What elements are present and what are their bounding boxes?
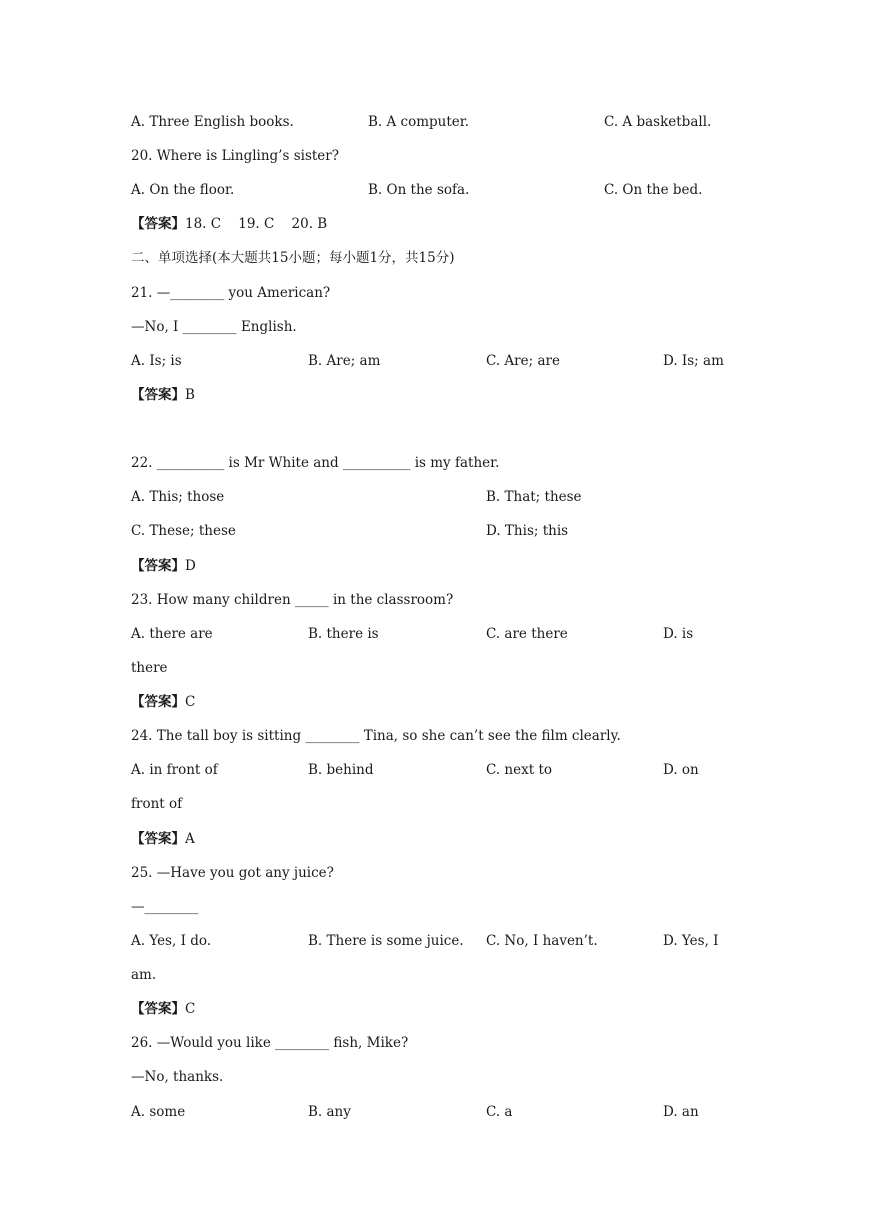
answer-text: 18. C 19. C 20. B	[185, 216, 328, 232]
q21-answer	[131, 386, 195, 404]
answer-text: C	[185, 694, 196, 710]
q22-answer	[131, 557, 196, 575]
q26-option-c: C. a	[486, 1104, 513, 1120]
q21-option-a: A. Is; is	[131, 353, 182, 369]
q19-option-a: A. Three English books.	[131, 114, 294, 130]
q22-option-b: B. That; these	[486, 489, 582, 505]
q25-option-d-wrap: am.	[131, 967, 157, 983]
answer-text: B	[185, 387, 195, 403]
q24-option-c: C. next to	[486, 762, 552, 778]
q26-line2: —No, thanks.	[131, 1069, 224, 1085]
q25-option-c: C. No, I haven’t.	[486, 933, 598, 949]
q21-option-d: D. Is; am	[663, 353, 724, 369]
answer-tag: 【答案】	[131, 831, 185, 847]
q26-stem: 26. —Would you like ________ fish, Mike?	[131, 1035, 409, 1051]
q26-option-a: A. some	[131, 1104, 186, 1120]
q21-option-c: C. Are; are	[486, 353, 560, 369]
q26-option-d: D. an	[663, 1104, 699, 1120]
section-heading: 二、单项选择(本大题共15小题；每小题1分，共15分)	[131, 250, 455, 266]
q23-option-b: B. there is	[308, 626, 379, 642]
q24-stem: 24. The tall boy is sitting ________ Tina, so she can’t see the film clearly.	[131, 728, 621, 744]
answer-tag: 【答案】	[131, 216, 185, 232]
q21-stem: 21. —________ you American?	[131, 285, 331, 301]
q24-option-b: B. behind	[308, 762, 374, 778]
q23-option-a: A. there are	[131, 626, 213, 642]
q24-answer	[131, 830, 195, 848]
q19-option-c: C. A basketball.	[604, 114, 712, 130]
answer-tag: 【答案】	[131, 1001, 185, 1017]
q20-option-c: C. On the bed.	[604, 182, 703, 198]
answer-tag: 【答案】	[131, 694, 185, 710]
q23-answer	[131, 693, 195, 711]
answer-tag: 【答案】	[131, 387, 185, 403]
q23-option-d: D. is	[663, 626, 694, 642]
q26-option-b: B. any	[308, 1104, 351, 1120]
answer-tag: 【答案】	[131, 558, 185, 574]
q22-option-c: C. These; these	[131, 523, 236, 539]
q22-stem: 22. __________ is Mr White and __________ is my father.	[131, 455, 500, 471]
q20-stem: 20. Where is Lingling’s sister?	[131, 148, 339, 164]
q24-option-d: D. on	[663, 762, 699, 778]
q20-option-b: B. On the sofa.	[368, 182, 470, 198]
q21-line2: —No, I ________ English.	[131, 319, 297, 335]
answer-18-20	[131, 215, 327, 233]
q25-line2: —________	[131, 899, 199, 915]
q25-option-d: D. Yes, I	[663, 933, 719, 949]
q25-stem: 25. —Have you got any juice?	[131, 865, 334, 881]
q22-option-d: D. This; this	[486, 523, 569, 539]
answer-text: C	[185, 1001, 196, 1017]
q23-option-c: C. are there	[486, 626, 568, 642]
q23-option-d-wrap: there	[131, 660, 168, 676]
q21-option-b: B. Are; am	[308, 353, 381, 369]
q19-option-b: B. A computer.	[368, 114, 470, 130]
q24-option-a: A. in front of	[131, 762, 218, 778]
q20-option-a: A. On the floor.	[131, 182, 235, 198]
q23-stem: 23. How many children _____ in the classroom?	[131, 592, 454, 608]
q22-option-a: A. This; those	[131, 489, 225, 505]
q25-option-b: B. There is some juice.	[308, 933, 464, 949]
q25-answer	[131, 1000, 195, 1018]
q25-option-a: A. Yes, I do.	[131, 933, 212, 949]
q24-option-d-wrap: front of	[131, 796, 183, 812]
answer-text: D	[185, 558, 196, 574]
answer-text: A	[185, 831, 195, 847]
